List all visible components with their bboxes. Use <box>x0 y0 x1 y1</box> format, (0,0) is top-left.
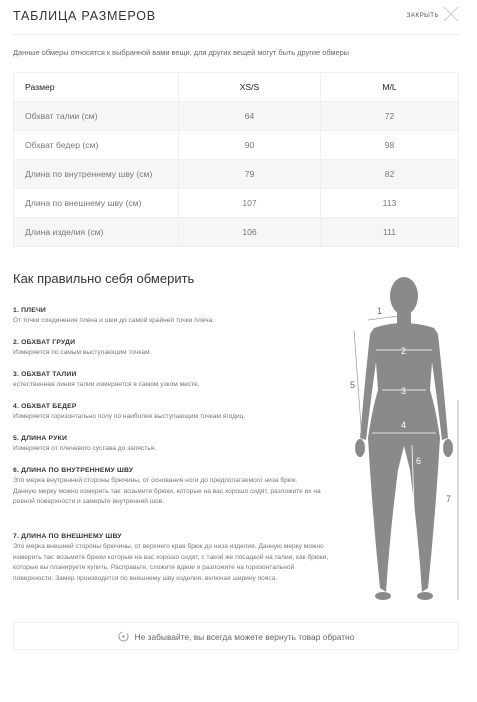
list-item <box>13 467 321 508</box>
measure-desc: Измеряется от плечевого сустава до запястья. <box>13 445 157 452</box>
measure-desc: От точки соединения плеча и шеи до самой крайней точки плеча. <box>13 317 215 324</box>
table-cell-label: Обхват бедер (см) <box>14 131 179 160</box>
measure-desc: Измеряется по самым выступающим точкам. <box>13 349 152 356</box>
table-header-cell: M/L <box>321 73 459 102</box>
table-cell-label: Длина изделия (см) <box>14 218 179 247</box>
table-row <box>14 189 459 218</box>
table-cell-label: Длина по внешнему шву (см) <box>14 189 179 218</box>
list-item <box>13 307 313 327</box>
table-cell-value: 90 <box>179 131 321 160</box>
return-icon <box>118 631 129 642</box>
list-item <box>13 533 331 584</box>
measure-name: 2. ОБХВАТ ГРУДИ <box>13 339 76 346</box>
header-divider <box>13 34 459 35</box>
return-info <box>14 631 458 642</box>
measure-name: 1. ПЛЕЧИ <box>13 307 47 314</box>
table-row <box>14 218 459 247</box>
measure-name: 3. ОБХВАТ ТАЛИИ <box>13 371 77 378</box>
measure-name: 4. ОБХВАТ БЕДЕР <box>13 403 77 410</box>
measure-name: 5. ДЛИНА РУКИ <box>13 435 68 442</box>
list-item <box>13 435 313 455</box>
table-row <box>14 160 459 189</box>
measure-name: 6. ДЛИНА ПО ВНУТРЕННЕМУ ШВУ <box>13 467 134 474</box>
figure-label-1: 1 <box>377 306 383 316</box>
size-table <box>13 72 459 247</box>
table-cell-label: Обхват талии (см) <box>14 102 179 131</box>
table-header-row <box>14 73 459 102</box>
return-info-banner <box>13 622 459 650</box>
modal-header <box>13 0 459 36</box>
measure-desc: Это мерка внешней стороны брючины, от верхнего края брюк до низа изделия. Данную мерку можно измерить так: возьмите брюки которые на вас хорошо сидят, с такой же посадкой на талии, как брюки, которые вы планируете купить. Расправьте, сложите вдвое и разложите на горизонтальной поверхности. Замер производится по внешнему шву изделия, включая ширину пояса. <box>13 543 329 582</box>
table-cell-value: 98 <box>321 131 459 160</box>
measure-desc: Измеряется горизонтально полу по наиболее выступающим точкам ягодиц. <box>13 413 246 420</box>
page-title: ТАБЛИЦА РАЗМЕРОВ <box>13 9 156 23</box>
figure-label-7: 7 <box>446 494 452 504</box>
table-header-cell: Размер <box>14 73 179 102</box>
figure-label-2: 2 <box>401 346 407 356</box>
close-label[interactable]: ЗАКРЫТЬ <box>406 12 439 19</box>
table-cell-value: 79 <box>179 160 321 189</box>
howto-title: Как правильно себя обмерить <box>13 271 195 286</box>
table-header-cell: XS/S <box>179 73 321 102</box>
table-cell-value: 106 <box>179 218 321 247</box>
table-cell-value: 107 <box>179 189 321 218</box>
table-cell-value: 64 <box>179 102 321 131</box>
table-row <box>14 102 459 131</box>
table-row <box>14 131 459 160</box>
measure-desc: естественная линия талии измеряется в самом узком месте. <box>13 381 200 388</box>
measure-name: 7. ДЛИНА ПО ВНЕШНЕМУ ШВУ <box>13 533 122 540</box>
table-cell-value: 72 <box>321 102 459 131</box>
return-text: Не забывайте, вы всегда можете вернуть товар обратно <box>134 632 355 642</box>
figure-label-3: 3 <box>401 386 407 396</box>
table-cell-value: 82 <box>321 160 459 189</box>
body-silhouette <box>355 277 453 600</box>
list-item <box>13 403 343 423</box>
list-item <box>13 339 313 359</box>
figure-label-4: 4 <box>401 420 407 430</box>
measurements-note: Данные обмеры относятся к выбранной вами вещи, для других вещей могут быть другие обмеры <box>13 48 349 57</box>
list-item <box>13 371 313 391</box>
body-measurement-figure <box>336 270 471 610</box>
measure-desc: Это мерка внутренней стороны брючины, от основания ноги до предполагаемого низа брюк. Данную мерку можно измерить так: возьмите брюки, которые на вас хорошо сидят, разложите их на ровной поверхности и замерьте внутренний шов. <box>13 477 321 506</box>
figure-label-5: 5 <box>350 380 356 390</box>
table-cell-value: 111 <box>321 218 459 247</box>
close-icon[interactable] <box>443 6 459 22</box>
figure-label-6: 6 <box>416 456 422 466</box>
table-cell-value: 113 <box>321 189 459 218</box>
table-cell-label: Длина по внутреннему шву (см) <box>14 160 179 189</box>
